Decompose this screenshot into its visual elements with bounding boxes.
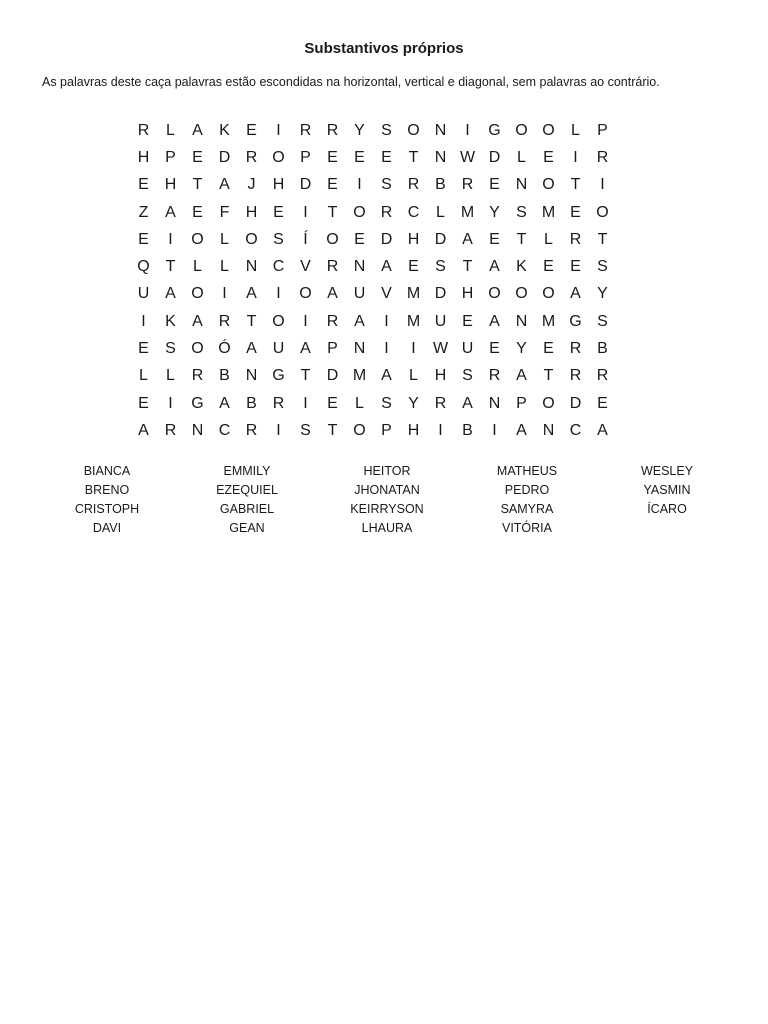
- grid-cell[interactable]: O: [272, 312, 285, 330]
- grid-cell[interactable]: I: [276, 285, 281, 303]
- grid-cell[interactable]: O: [191, 230, 204, 248]
- grid-cell[interactable]: R: [326, 121, 339, 139]
- grid-cell[interactable]: U: [137, 285, 150, 303]
- grid-cell[interactable]: R: [569, 230, 582, 248]
- grid-cell[interactable]: Y: [408, 394, 419, 412]
- grid-cell[interactable]: O: [353, 421, 366, 439]
- grid-row: [130, 144, 643, 171]
- grid-cell[interactable]: A: [489, 258, 500, 276]
- grid-cell[interactable]: K: [516, 258, 527, 276]
- grid-cell[interactable]: S: [462, 367, 473, 385]
- grid-cell[interactable]: W: [459, 148, 476, 166]
- grid-cell[interactable]: R: [245, 148, 258, 166]
- grid-cell[interactable]: T: [192, 176, 203, 194]
- grid-cell[interactable]: S: [300, 421, 311, 439]
- word-list-item: GABRIEL: [219, 502, 275, 516]
- grid-cell[interactable]: H: [407, 421, 420, 439]
- word-list-item: BRENO: [84, 483, 130, 497]
- grid-cell[interactable]: N: [245, 367, 258, 385]
- grid-cell[interactable]: O: [191, 340, 204, 358]
- grid-cell[interactable]: B: [435, 176, 446, 194]
- grid-row: [130, 390, 643, 417]
- grid-cell[interactable]: I: [411, 340, 416, 358]
- page-title: Substantivos próprios: [304, 40, 464, 57]
- grid-cell[interactable]: E: [327, 148, 338, 166]
- grid-cell[interactable]: G: [272, 367, 285, 385]
- word-column: [37, 462, 177, 538]
- grid-cell[interactable]: O: [488, 285, 501, 303]
- grid-row: [130, 281, 643, 308]
- grid-cell[interactable]: I: [573, 148, 578, 166]
- grid-cell[interactable]: I: [492, 421, 497, 439]
- grid-cell[interactable]: D: [434, 230, 447, 248]
- grid-cell[interactable]: T: [327, 421, 338, 439]
- grid-cell[interactable]: R: [218, 312, 231, 330]
- grid-cell[interactable]: P: [165, 148, 176, 166]
- grid-cell[interactable]: R: [326, 258, 339, 276]
- grid-cell[interactable]: A: [516, 421, 527, 439]
- grid-cell[interactable]: G: [191, 394, 204, 412]
- grid-cell[interactable]: I: [303, 203, 308, 221]
- grid-cell[interactable]: R: [488, 367, 501, 385]
- grid-cell[interactable]: H: [434, 367, 447, 385]
- grid-cell[interactable]: L: [193, 258, 202, 276]
- grid-cell[interactable]: L: [544, 230, 553, 248]
- grid-cell[interactable]: T: [597, 230, 608, 248]
- grid-cell[interactable]: E: [138, 340, 149, 358]
- grid-cell[interactable]: D: [326, 367, 339, 385]
- grid-row: [130, 308, 643, 335]
- grid-cell[interactable]: P: [327, 340, 338, 358]
- grid-cell[interactable]: L: [436, 203, 445, 221]
- grid-cell[interactable]: W: [432, 340, 449, 358]
- grid-cell[interactable]: T: [246, 312, 257, 330]
- grid-cell[interactable]: C: [272, 258, 285, 276]
- grid-cell[interactable]: R: [407, 176, 420, 194]
- grid-cell[interactable]: A: [516, 367, 527, 385]
- grid-cell[interactable]: P: [516, 394, 527, 412]
- grid-cell[interactable]: O: [596, 203, 609, 221]
- grid-cell[interactable]: H: [272, 176, 285, 194]
- grid-cell[interactable]: O: [542, 394, 555, 412]
- grid-cell[interactable]: A: [489, 312, 500, 330]
- grid-cell[interactable]: E: [138, 176, 149, 194]
- grid-cell[interactable]: L: [166, 367, 175, 385]
- grid-cell[interactable]: E: [192, 203, 203, 221]
- grid-cell[interactable]: R: [299, 121, 312, 139]
- grid-cell[interactable]: N: [353, 258, 366, 276]
- grid-cell[interactable]: N: [245, 258, 258, 276]
- grid-cell[interactable]: S: [597, 258, 608, 276]
- grid-cell[interactable]: B: [219, 367, 230, 385]
- grid-cell[interactable]: M: [541, 312, 556, 330]
- grid-cell[interactable]: A: [462, 394, 473, 412]
- grid-cell[interactable]: R: [461, 176, 474, 194]
- grid-cell[interactable]: I: [276, 121, 281, 139]
- grid-cell[interactable]: I: [357, 176, 362, 194]
- grid-cell[interactable]: S: [165, 340, 176, 358]
- grid-cell[interactable]: J: [247, 176, 256, 194]
- grid-cell[interactable]: R: [596, 367, 609, 385]
- grid-cell[interactable]: U: [434, 312, 447, 330]
- grid-cell[interactable]: E: [543, 340, 554, 358]
- grid-cell[interactable]: Í: [303, 230, 308, 248]
- grid-cell[interactable]: C: [569, 421, 582, 439]
- grid-cell[interactable]: N: [542, 421, 555, 439]
- grid-cell[interactable]: E: [489, 230, 500, 248]
- grid-cell[interactable]: P: [381, 421, 392, 439]
- grid-cell[interactable]: Y: [354, 121, 365, 139]
- grid-cell[interactable]: G: [488, 121, 501, 139]
- grid-cell[interactable]: E: [354, 230, 365, 248]
- grid-cell[interactable]: P: [597, 121, 608, 139]
- grid-cell[interactable]: T: [516, 230, 527, 248]
- grid-cell[interactable]: T: [300, 367, 311, 385]
- word-list-item: VITÓRIA: [501, 521, 552, 535]
- grid-cell[interactable]: E: [570, 258, 581, 276]
- grid-cell[interactable]: O: [542, 176, 555, 194]
- grid-cell[interactable]: L: [220, 258, 229, 276]
- grid-cell[interactable]: I: [384, 340, 389, 358]
- grid-cell[interactable]: E: [597, 394, 608, 412]
- word-list-item: BIANCA: [83, 464, 131, 478]
- grid-cell[interactable]: S: [381, 121, 392, 139]
- grid-cell[interactable]: H: [461, 285, 474, 303]
- grid-cell[interactable]: V: [300, 258, 311, 276]
- grid-cell[interactable]: A: [327, 285, 338, 303]
- grid-cell[interactable]: M: [460, 203, 475, 221]
- word-list: [37, 462, 737, 538]
- grid-cell[interactable]: A: [462, 230, 473, 248]
- grid-cell[interactable]: I: [276, 421, 281, 439]
- grid-cell[interactable]: R: [245, 421, 258, 439]
- word-column: [457, 462, 597, 538]
- grid-cell[interactable]: A: [192, 312, 203, 330]
- grid-cell[interactable]: E: [462, 312, 473, 330]
- grid-cell[interactable]: D: [380, 230, 393, 248]
- grid-cell[interactable]: B: [597, 340, 608, 358]
- grid-cell[interactable]: A: [246, 340, 257, 358]
- grid-cell[interactable]: C: [218, 421, 231, 439]
- grid-cell[interactable]: A: [597, 421, 608, 439]
- grid-row: [130, 199, 643, 226]
- grid-cell[interactable]: E: [354, 148, 365, 166]
- grid-cell[interactable]: O: [515, 285, 528, 303]
- grid-cell[interactable]: R: [569, 367, 582, 385]
- grid-cell[interactable]: H: [245, 203, 258, 221]
- grid-cell[interactable]: U: [461, 340, 474, 358]
- grid-cell[interactable]: S: [435, 258, 446, 276]
- grid-cell[interactable]: I: [303, 312, 308, 330]
- grid-cell[interactable]: I: [600, 176, 605, 194]
- grid-cell[interactable]: K: [165, 312, 176, 330]
- word-list-item: HEITOR: [363, 464, 411, 478]
- grid-row: [130, 226, 643, 253]
- grid-cell[interactable]: B: [462, 421, 473, 439]
- grid-cell[interactable]: N: [434, 121, 447, 139]
- grid-cell[interactable]: Z: [138, 203, 149, 221]
- grid-cell[interactable]: T: [408, 148, 419, 166]
- grid-cell[interactable]: E: [543, 148, 554, 166]
- grid-row: [130, 172, 643, 199]
- grid-cell[interactable]: R: [191, 367, 204, 385]
- instructions-text: As palavras deste caça palavras estão escondidas na horizontal, vertical e diagonal, sem palavras ao contrário.: [42, 75, 660, 89]
- grid-cell[interactable]: L: [139, 367, 148, 385]
- grid-cell[interactable]: L: [571, 121, 580, 139]
- grid-cell[interactable]: A: [381, 258, 392, 276]
- grid-cell[interactable]: A: [138, 421, 149, 439]
- grid-cell[interactable]: K: [219, 121, 230, 139]
- word-list-item: CRISTOPH: [74, 502, 140, 516]
- grid-cell[interactable]: N: [515, 176, 528, 194]
- word-list-item: WESLEY: [640, 464, 694, 478]
- grid-row: [130, 117, 643, 144]
- grid-cell[interactable]: I: [141, 312, 146, 330]
- grid-cell[interactable]: B: [246, 394, 257, 412]
- word-list-item: GEAN: [229, 521, 265, 535]
- grid-cell[interactable]: E: [327, 176, 338, 194]
- grid-cell[interactable]: N: [434, 148, 447, 166]
- grid-cell[interactable]: T: [165, 258, 176, 276]
- grid-cell[interactable]: T: [543, 367, 554, 385]
- word-list-item: DAVI: [92, 521, 122, 535]
- word-column: [177, 462, 317, 538]
- grid-cell[interactable]: E: [489, 340, 500, 358]
- grid-cell[interactable]: R: [380, 203, 393, 221]
- grid-cell[interactable]: I: [438, 421, 443, 439]
- grid-cell[interactable]: E: [408, 258, 419, 276]
- grid-cell[interactable]: E: [273, 203, 284, 221]
- word-list-item: MATHEUS: [496, 464, 558, 478]
- word-column: [597, 462, 737, 538]
- grid-cell[interactable]: O: [245, 230, 258, 248]
- grid-cell[interactable]: A: [165, 285, 176, 303]
- grid-cell[interactable]: A: [246, 285, 257, 303]
- grid-cell[interactable]: E: [543, 258, 554, 276]
- grid-cell[interactable]: I: [168, 394, 173, 412]
- word-list-item: LHAURA: [361, 521, 413, 535]
- grid-cell[interactable]: R: [164, 421, 177, 439]
- grid-cell[interactable]: R: [596, 148, 609, 166]
- grid-cell[interactable]: A: [219, 176, 230, 194]
- grid-cell[interactable]: I: [465, 121, 470, 139]
- grid-cell[interactable]: M: [406, 285, 421, 303]
- word-list-item: EZEQUIEL: [216, 483, 278, 497]
- grid-cell[interactable]: R: [137, 121, 150, 139]
- word-list-item: EMMILY: [223, 464, 271, 478]
- word-search-grid: [130, 117, 643, 445]
- grid-cell[interactable]: I: [303, 394, 308, 412]
- grid-cell[interactable]: R: [434, 394, 447, 412]
- grid-cell[interactable]: O: [299, 285, 312, 303]
- grid-row: [130, 363, 643, 390]
- word-list-item: ÍCARO: [647, 502, 687, 516]
- grid-cell[interactable]: U: [272, 340, 285, 358]
- grid-cell[interactable]: E: [381, 148, 392, 166]
- grid-cell[interactable]: O: [353, 203, 366, 221]
- grid-cell[interactable]: G: [569, 312, 582, 330]
- grid-cell[interactable]: H: [137, 148, 150, 166]
- grid-cell[interactable]: A: [354, 312, 365, 330]
- grid-cell[interactable]: O: [272, 148, 285, 166]
- grid-cell[interactable]: A: [381, 367, 392, 385]
- grid-cell[interactable]: S: [381, 176, 392, 194]
- grid-cell[interactable]: S: [273, 230, 284, 248]
- grid-cell[interactable]: E: [138, 230, 149, 248]
- grid-cell[interactable]: E: [246, 121, 257, 139]
- grid-cell[interactable]: S: [381, 394, 392, 412]
- word-list-item: KEIRRYSON: [350, 502, 424, 516]
- grid-cell[interactable]: O: [407, 121, 420, 139]
- grid-cell[interactable]: E: [138, 394, 149, 412]
- grid-cell[interactable]: E: [570, 203, 581, 221]
- word-list-item: YASMIN: [643, 483, 691, 497]
- grid-cell[interactable]: R: [272, 394, 285, 412]
- grid-cell[interactable]: E: [327, 394, 338, 412]
- grid-cell[interactable]: O: [542, 121, 555, 139]
- grid-cell[interactable]: L: [409, 367, 418, 385]
- grid-row: [130, 253, 643, 280]
- grid-cell[interactable]: A: [192, 121, 203, 139]
- grid-cell[interactable]: D: [488, 148, 501, 166]
- grid-cell[interactable]: Ó: [218, 340, 231, 358]
- grid-cell[interactable]: V: [381, 285, 392, 303]
- word-list-item: PEDRO: [504, 483, 550, 497]
- grid-row: [130, 417, 643, 444]
- grid-cell[interactable]: A: [219, 394, 230, 412]
- grid-cell[interactable]: D: [569, 394, 582, 412]
- grid-cell[interactable]: T: [570, 176, 581, 194]
- grid-row: [130, 335, 643, 362]
- grid-cell[interactable]: I: [384, 312, 389, 330]
- grid-cell[interactable]: Q: [137, 258, 150, 276]
- grid-cell[interactable]: H: [407, 230, 420, 248]
- grid-cell[interactable]: S: [516, 203, 527, 221]
- word-list-item: SAMYRA: [500, 502, 554, 516]
- grid-cell[interactable]: L: [517, 148, 526, 166]
- grid-cell[interactable]: I: [222, 285, 227, 303]
- word-column: [317, 462, 457, 538]
- grid-cell[interactable]: L: [355, 394, 364, 412]
- grid-cell[interactable]: E: [489, 176, 500, 194]
- grid-cell[interactable]: L: [166, 121, 175, 139]
- grid-cell[interactable]: D: [434, 285, 447, 303]
- grid-cell[interactable]: M: [352, 367, 367, 385]
- grid-cell[interactable]: O: [326, 230, 339, 248]
- grid-cell[interactable]: H: [164, 176, 177, 194]
- grid-cell[interactable]: N: [515, 312, 528, 330]
- grid-cell[interactable]: U: [353, 285, 366, 303]
- grid-cell[interactable]: M: [406, 312, 421, 330]
- grid-cell[interactable]: A: [300, 340, 311, 358]
- grid-cell[interactable]: O: [191, 285, 204, 303]
- grid-cell[interactable]: T: [462, 258, 473, 276]
- grid-cell[interactable]: F: [219, 203, 230, 221]
- grid-cell[interactable]: N: [191, 421, 204, 439]
- grid-cell[interactable]: A: [570, 285, 581, 303]
- grid-cell[interactable]: N: [353, 340, 366, 358]
- grid-cell[interactable]: E: [192, 148, 203, 166]
- grid-cell[interactable]: D: [218, 148, 231, 166]
- grid-cell[interactable]: Y: [516, 340, 527, 358]
- grid-cell[interactable]: D: [299, 176, 312, 194]
- grid-cell[interactable]: I: [168, 230, 173, 248]
- grid-cell[interactable]: T: [327, 203, 338, 221]
- grid-cell[interactable]: R: [326, 312, 339, 330]
- grid-cell[interactable]: A: [165, 203, 176, 221]
- grid-cell[interactable]: C: [407, 203, 420, 221]
- grid-cell[interactable]: O: [542, 285, 555, 303]
- grid-cell[interactable]: R: [569, 340, 582, 358]
- grid-cell[interactable]: N: [488, 394, 501, 412]
- grid-cell[interactable]: Y: [597, 285, 608, 303]
- grid-cell[interactable]: S: [597, 312, 608, 330]
- grid-cell[interactable]: O: [515, 121, 528, 139]
- grid-cell[interactable]: P: [300, 148, 311, 166]
- grid-cell[interactable]: L: [220, 230, 229, 248]
- grid-cell[interactable]: M: [541, 203, 556, 221]
- word-list-item: JHONATAN: [354, 483, 420, 497]
- grid-cell[interactable]: Y: [489, 203, 500, 221]
